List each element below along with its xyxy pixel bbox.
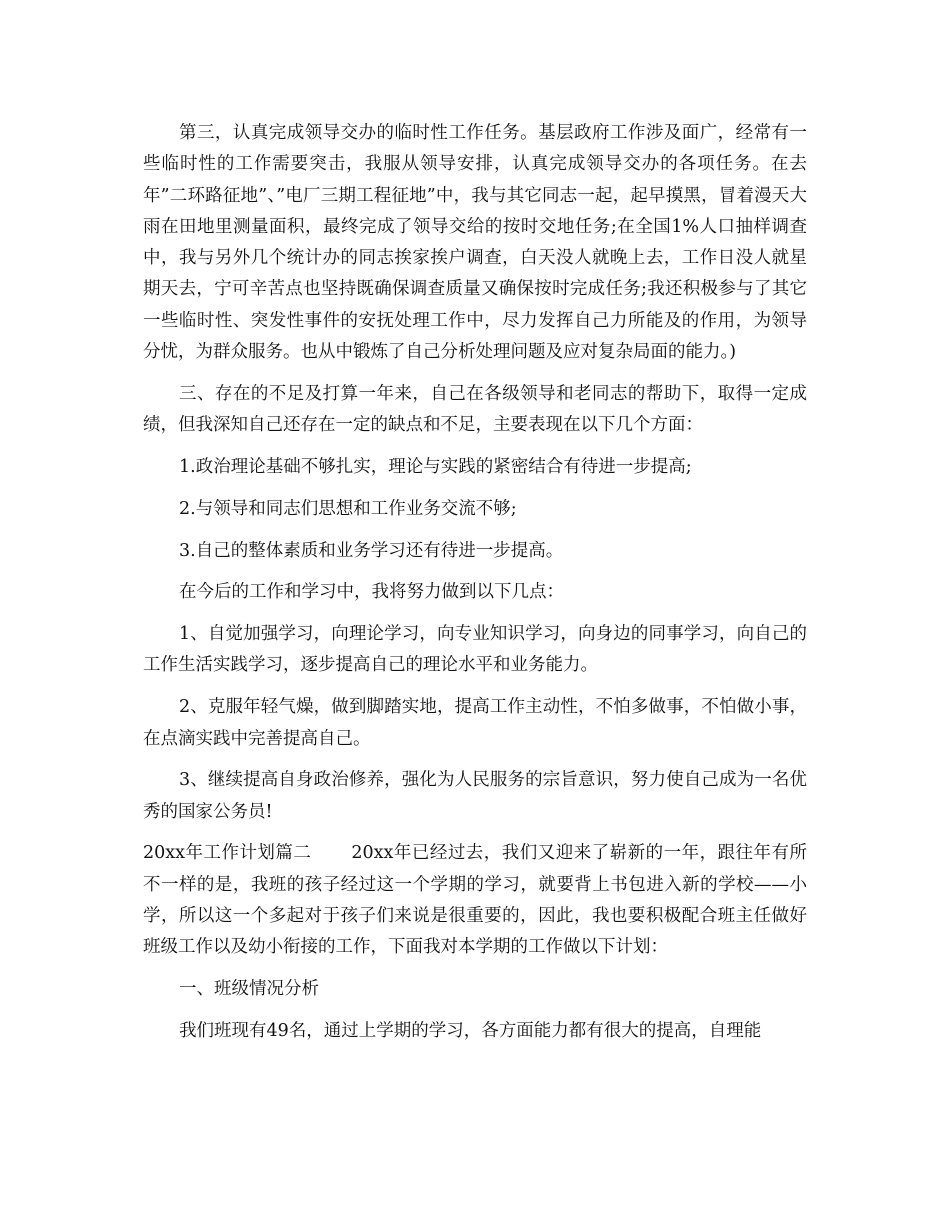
paragraph-shortcomings-intro: 三、存在的不足及打算一年来，自己在各级领导和老同志的帮助下，取得一定成绩，但我深知自己还存在一定的缺点和不足，主要表现在以下几个方面：: [143, 383, 807, 436]
paragraph-work-plan-part-two: [143, 838, 807, 963]
paragraph-plan-point-2: 2、克服年轻气燥，做到脚踏实地，提高工作主动性，不怕多做事，不怕做小事，在点滴实践中完善提高自己。: [143, 697, 807, 749]
list-item-shortcoming-3: 3.自己的整体素质和业务学习还有待进一步提高。: [179, 540, 564, 561]
section-heading-class-analysis: 一、班级情况分析: [179, 979, 319, 1000]
paragraph-future-plan-intro: 在今后的工作和学习中，我将努力做到以下几点：: [179, 582, 564, 603]
document-body: [143, 118, 807, 1058]
paragraph-plan-point-1: 1、自觉加强学习，向理论学习，向专业知识学习，向身边的同事学习，向自己的工作生活实践学习，逐步提高自己的理论水平和业务能力。: [143, 624, 807, 676]
paragraph-temporary-tasks: 第三，认真完成领导交办的临时性工作任务。基层政府工作涉及面广，经常有一些临时性的工作需要突击，我服从领导安排，认真完成领导交办的各项任务。在去年”二环路征地”、”电厂三期工程征地”中，我与其它同志一起，起早摸黑，冒着漫天大雨在田地里测量面积，最终完成了领导交给的按时交地任务;在全国1%人口抽样调查中，我与另外几个统计办的同志挨家挨户调查，白天没人就晚上去，工作日没人就星期天去，宁可辛苦点也坚持既确保调查质量又确保按时完成任务;我还积极参与了其它一些临时性、突发性事件的安抚处理工作中，尽力发挥自己力所能及的作用，为领导分忧，为群众服务。也从中锻炼了自己分析处理问题及应对复杂局面的能力。): [143, 123, 807, 363]
paragraph-plan-point-3: 3、继续提高自身政治修养，强化为人民服务的宗旨意识，努力使自己成为一名优秀的国家公务员!: [143, 770, 807, 822]
list-item-shortcoming-2: 2.与领导和同志们思想和工作业务交流不够;: [179, 498, 517, 519]
section-title: 20xx年工作计划篇二: [143, 843, 312, 864]
section-body: 20xx年已经过去，我们又迎来了崭新的一年，跟往年有所不一样的是，我班的孩子经过这一个学期的学习，就要背上书包进入新的学校——小学，所以这一个多起对于孩子们来说是很重要的，因此，我也要积极配合班主任做好班级工作以及幼小衔接的工作，下面我对本学期的工作做以下计划：: [143, 843, 807, 958]
paragraph-class-analysis: 我们班现有49名，通过上学期的学习，各方面能力都有很大的提高，自理能: [179, 1020, 762, 1041]
list-item-shortcoming-1: 1.政治理论基础不够扎实，理论与实践的紧密结合有待进一步提高;: [179, 456, 692, 477]
